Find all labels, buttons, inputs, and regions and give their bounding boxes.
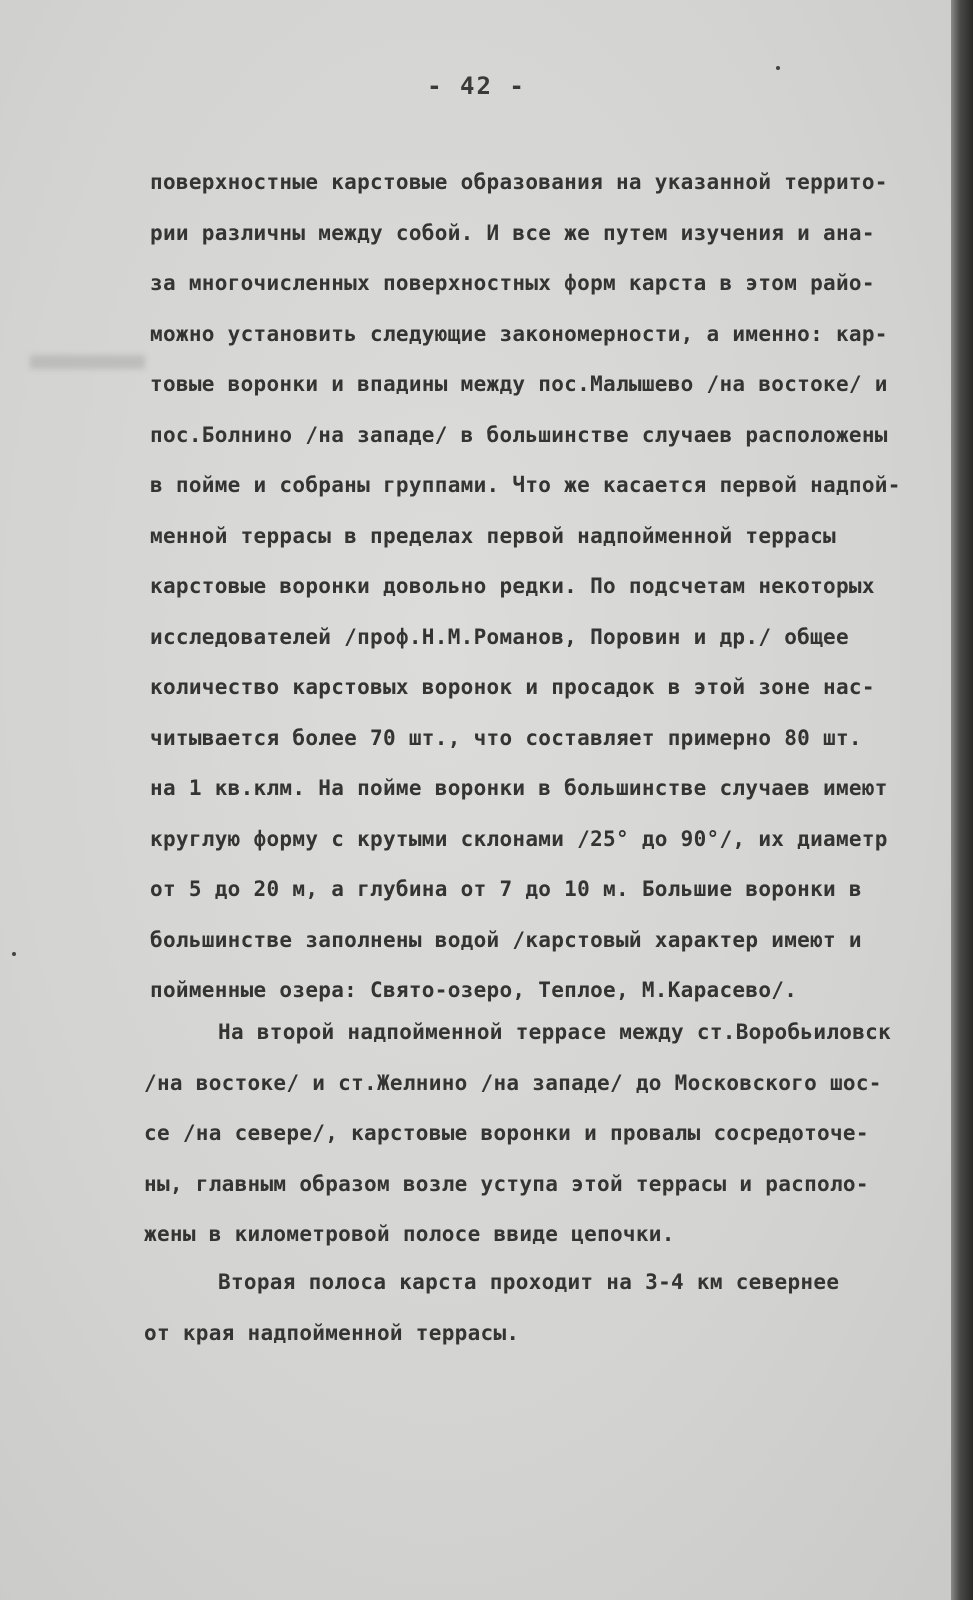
text-line: пойменные озера: Свято-озеро, Теплое, М.Карасево/. bbox=[150, 978, 798, 1002]
text-line: ны, главным образом возле уступа этой террасы и располо- bbox=[144, 1171, 869, 1196]
page-number: - 42 - bbox=[427, 72, 526, 100]
text-line: карстовые воронки довольно редки. По подсчетам некоторых bbox=[150, 574, 875, 598]
text-line: се /на севере/, карстовые воронки и провалы сосредоточе- bbox=[144, 1121, 869, 1145]
text-line: большинстве заполнены водой /карстовый характер имеют и bbox=[150, 927, 862, 952]
text-line: от края надпойменной террасы. bbox=[144, 1320, 520, 1345]
text-line: можно установить следующие закономерности, а именно: кар- bbox=[150, 321, 888, 346]
text-line: за многочисленных поверхностных форм карста в этом райо- bbox=[150, 271, 875, 295]
text-line: менной террасы в пределах первой надпойменной террасы bbox=[150, 523, 836, 548]
paragraph-2 bbox=[144, 1007, 944, 1260]
text-line: рии различны между собой. И все же путем изучения и ана- bbox=[150, 220, 875, 245]
text-line: количество карстовых воронок и просадок в этой зоне нас- bbox=[150, 675, 875, 699]
margin-smudge bbox=[30, 355, 145, 369]
text-line: пос.Болнино /на западе/ в большинстве случаев расположены bbox=[150, 422, 888, 447]
text-line: в пойме и собраны группами. Что же касается первой надпой- bbox=[150, 473, 901, 497]
paragraph-1 bbox=[150, 157, 950, 1016]
text-line: жены в километровой полосе ввиде цепочки. bbox=[144, 1222, 675, 1246]
paper-speck bbox=[12, 952, 16, 956]
text-line: /на востоке/ и ст.Желнино /на западе/ до Московского шос- bbox=[144, 1070, 882, 1095]
text-line: поверхностные карстовые образования на указанной террито- bbox=[150, 170, 888, 194]
text-line: круглую форму с крутыми склонами /25° до 90°/, их диаметр bbox=[150, 826, 888, 851]
text-line: исследователей /проф.Н.М.Романов, Поровин и др./ общее bbox=[150, 624, 849, 649]
page-binding-shadow bbox=[951, 0, 973, 1600]
text-line: читывается более 70 шт., что составляет примерно 80 шт. bbox=[150, 725, 862, 750]
text-line: на 1 кв.клм. На пойме воронки в большинстве случаев имеют bbox=[150, 776, 888, 800]
paragraph-3 bbox=[144, 1257, 944, 1358]
paper-speck bbox=[776, 66, 780, 70]
text-line: от 5 до 20 м, а глубина от 7 до 10 м. Большие воронки в bbox=[150, 877, 862, 901]
text-line: Вторая полоса карста проходит на 3-4 км севернее bbox=[218, 1270, 840, 1294]
text-line: На второй надпойменной террасе между ст.Воробьиловск bbox=[218, 1020, 892, 1044]
text-line: товые воронки и впадины между пос.Малышево /на востоке/ и bbox=[150, 372, 888, 396]
